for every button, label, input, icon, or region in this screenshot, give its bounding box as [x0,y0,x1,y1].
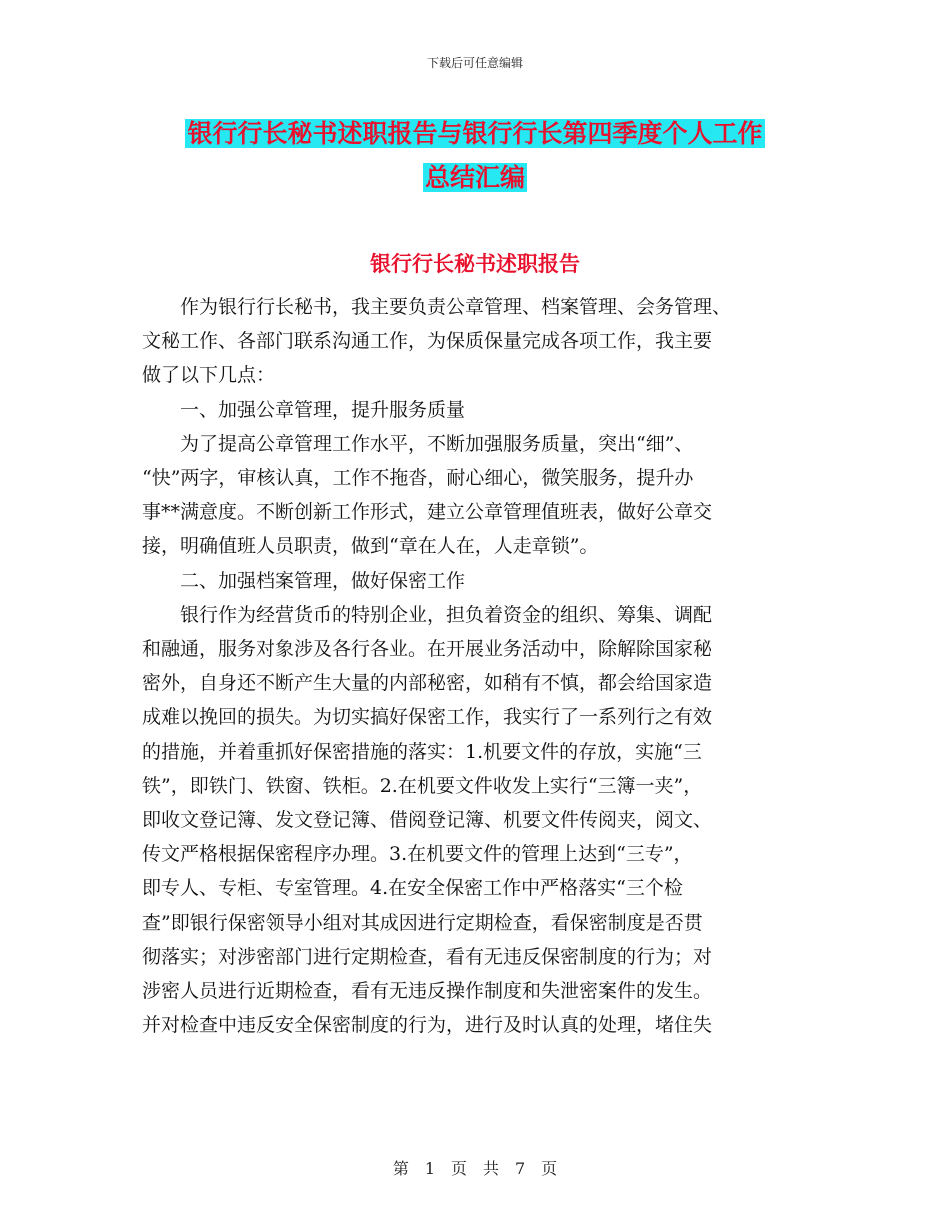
text-line: 并对检查中违反安全保密制度的行为，进行及时认真的处理，堵住失 [142,1014,713,1037]
page-footer: 第 1 页 共 7 页 [392,1159,558,1178]
header-note: 下载后可任意编辑 [426,56,523,70]
text-line: 二、加强档案管理，做好保密工作 [142,569,466,592]
text-line: 密外，自身还不断产生大量的内部秘密，如稍有不慎，都会给国家造 [142,672,713,695]
text-line: 银行作为经营货币的特别企业，担负着资金的组织、筹集、调配 [142,603,713,626]
text-line: 一、加强公章管理，提升服务质量 [142,398,466,421]
text-line: “快”两字，审核认真，工作不拖沓，耐心细心，微笑服务，提升办 [142,467,694,490]
text-line: 作为银行行长秘书，我主要负责公章管理、档案管理、会务管理、 [142,296,732,318]
section-title: 银行行长秘书述职报告 [370,252,580,276]
text-line: 的措施，并着重抓好保密措施的落实：1.机要文件的存放，实施“三 [142,740,702,763]
text-line: 彻落实；对涉密部门进行定期检查，看有无违反保密制度的行为；对 [142,945,713,968]
text-line: 接，明确值班人员职责，做到“章在人在，人走章锁”。 [142,535,599,558]
text-line: 文秘工作、各部门联系沟通工作，为保质保量完成各项工作，我主要 [142,330,713,353]
text-line: 传文严格根据保密程序办理。3.在机要文件的管理上达到“三专”， [142,843,693,866]
text-line: 即收文登记簿、发文登记簿、借阅登记簿、机要文件传阅夹，阅文、 [142,809,713,832]
document-title-line-2: 总结汇编 [424,163,525,192]
document-title-line-1: 银行行长秘书述职报告与银行行长第四季度个人工作 [187,119,763,148]
text-line: 即专人、专柜、专室管理。4.在安全保密工作中严格落实“三个检 [142,877,683,900]
text-line: 为了提高公章管理工作水平，不断加强服务质量，突出“细”、 [142,432,694,455]
text-line: 事**满意度。不断创新工作形式，建立公章管理值班表，做好公章交 [142,501,713,524]
text-line: 查”即银行保密领导小组对其成因进行定期检查，看保密制度是否贯 [142,911,703,934]
text-line: 铁”，即铁门、铁窗、铁柜。2.在机要文件收发上实行“三簿一夹”， [142,774,703,797]
body-text [142,290,812,1042]
text-line: 和融通，服务对象涉及各行各业。在开展业务活动中，除解除国家秘 [142,638,713,661]
text-line: 涉密人员进行近期检查，看有无违反操作制度和失泄密案件的发生。 [142,980,713,1003]
text-line: 成难以挽回的损失。为切实搞好保密工作，我实行了一系列行之有效 [142,706,713,729]
text-line: 做了以下几点： [142,364,276,387]
